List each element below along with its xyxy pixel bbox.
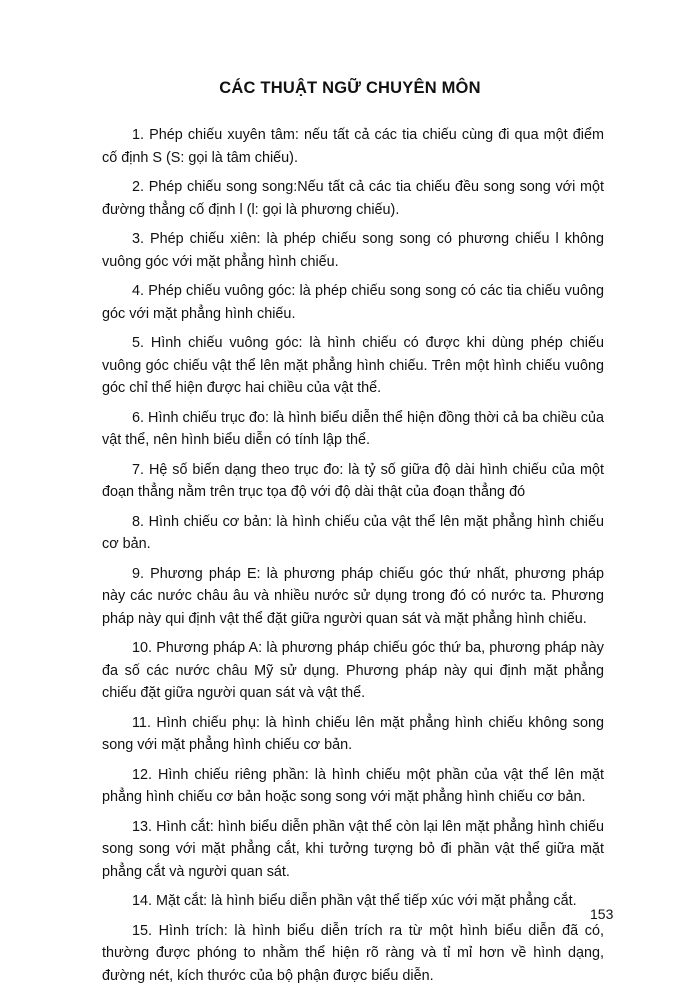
term-11: 11. Hình chiếu phụ: là hình chiếu lên mặt phẳng hình chiếu không song song với mặt phẳng hình chiếu cơ bản. [102,714,604,753]
terms-list [102,124,604,994]
term-3: 3. Phép chiếu xiên: là phép chiếu song song có phương chiếu l không vuông góc với mặt phẳng hình chiếu. [102,231,604,270]
term-4: 4. Phép chiếu vuông góc: là phép chiếu song song có các tia chiếu vuông góc với mặt phẳng hình chiếu. [102,283,604,322]
page-number: 153 [590,906,614,922]
term-6: 6. Hình chiếu trục đo: là hình biểu diễn thể hiện đồng thời cả ba chiều của vật thể, nên hình biểu diễn có tính lập thể. [102,409,604,448]
term-1: 1. Phép chiếu xuyên tâm: nếu tất cả các tia chiếu cùng đi qua một điểm cố định S (S: gọi là tâm chiếu). [102,127,604,166]
term-15: 15. Hình trích: là hình biểu diễn trích ra từ một hình biểu diễn đã có, thường được phóng to nhằm thể hiện rõ ràng và tỉ mỉ hơn về hình dạng, đường nét, kích thước của bộ phận được biểu diễn. [102,922,604,984]
term-12: 12. Hình chiếu riêng phần: là hình chiếu một phần của vật thể lên mặt phẳng hình chiếu cơ bản hoặc song song với mặt phẳng hình chiếu cơ bản. [102,766,604,805]
term-8: 8. Hình chiếu cơ bản: là hình chiếu của vật thể lên mặt phẳng hình chiếu cơ bản. [102,513,604,552]
term-7: 7. Hệ số biến dạng theo trục đo: là tỷ số giữa độ dài hình chiếu của một đoạn thẳng nằm trên trục tọa độ với độ dài thật của đoạn thẳng đó [102,461,604,500]
term-10: 10. Phương pháp A: là phương pháp chiếu góc thứ ba, phương pháp này đa số các nước châu Mỹ sử dụng. Phương pháp này qui định mặt phẳng chiếu đặt giữa người quan sát và vật thể. [102,640,604,701]
term-13: 13. Hình cắt: hình biểu diễn phần vật thể còn lại lên mặt phẳng hình chiếu song song với mặt phẳng cắt, khi tưởng tượng bỏ đi phần vật thể giữa mặt phẳng cắt và người quan sát. [102,818,604,880]
term-2: 2. Phép chiếu song song:Nếu tất cả các tia chiếu đều song song với một đường thẳng cố định l (l: gọi là phương chiếu). [102,179,604,218]
term-14: 14. Mặt cắt: là hình biểu diễn phần vật thể tiếp xúc với mặt phẳng cắt. [132,893,577,909]
page-title: CÁC THUẬT NGỮ CHUYÊN MÔN [219,79,481,97]
term-5: 5. Hình chiếu vuông góc: là hình chiếu có được khi dùng phép chiếu vuông góc chiếu vật thể lên mặt phẳng hình chiếu. Trên một hình chiếu vuông góc chỉ thể hiện được hai chiều của vật thể. [102,335,604,396]
term-9: 9. Phương pháp E: là phương pháp chiếu góc thứ nhất, phương pháp này các nước châu âu và nhiều nước sử dụng trong đó có nước ta. Phương pháp này qui định vật thể đặt giữa người quan sát và mặt phẳng hình chiếu. [102,565,604,627]
